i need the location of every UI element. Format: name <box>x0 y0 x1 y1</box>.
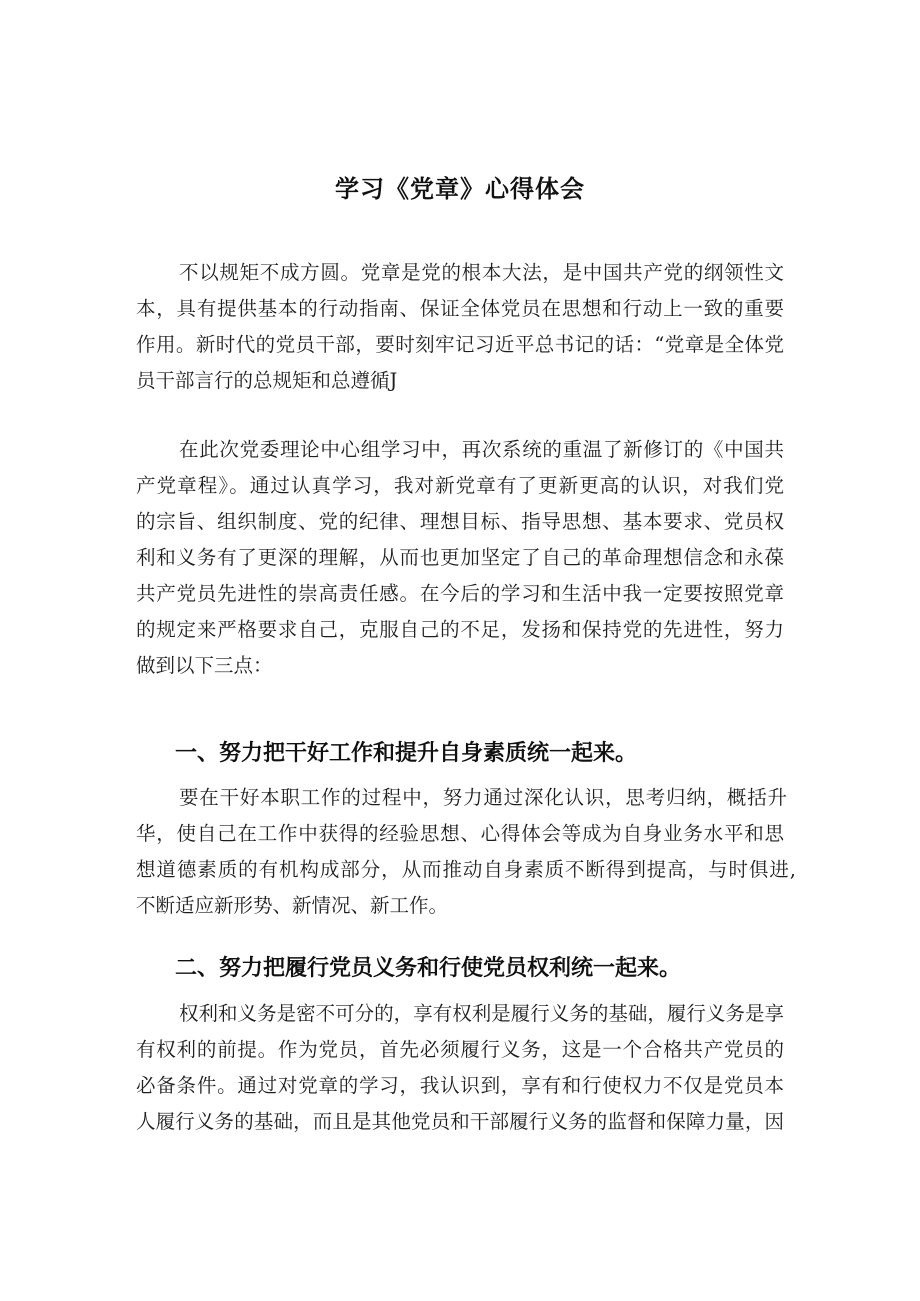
paragraph-section-2 <box>136 996 784 1140</box>
text-line: 有权利的前提。作为党员，首先必须履行义务，这是一个合格共产党员的 <box>136 1038 784 1061</box>
section-heading-2: 二、努力把履行党员义务和行使党员权利统一起来。 <box>175 956 682 981</box>
text-line: 本，具有提供基本的行动指南、保证全体党员在思想和行动上一致的重要 <box>136 297 784 320</box>
paragraph-section-1 <box>136 780 796 924</box>
text-line: 不以规矩不成方圆。党章是党的根本大法，是中国共产党的纲领性文 <box>179 261 784 284</box>
text-line: 做到以下三点： <box>136 654 273 677</box>
text-line: 的宗旨、组织制度、党的纪律、理想目标、指导思想、基本要求、党员权 <box>136 510 784 533</box>
text-line: 华，使自己在工作中获得的经验思想、心得体会等成为自身业务水平和思 <box>136 822 784 845</box>
text-line: 共产党员先进性的崇高责任感。在今后的学习和生活中我一定要按照党章 <box>136 582 784 605</box>
text-line: 员干部言行的总规矩和总遵循J <box>136 369 398 392</box>
text-line: 利和义务有了更深的理解，从而也更加坚定了自己的革命理想信念和永葆 <box>136 546 784 569</box>
text-line: 产党章程》。通过认真学习，我对新党章有了更新更高的认识，对我们党 <box>136 474 784 497</box>
text-line: 想道德素质的有机构成部分，从而推动自身素质不断得到提高，与时俱进, <box>136 858 796 881</box>
section-heading-1: 一、努力把干好工作和提升自身素质统一起来。 <box>175 741 638 766</box>
paragraph-intro <box>136 255 784 399</box>
text-line: 作用。新时代的党员干部，要时刻牢记习近平总书记的话：“党章是全体党 <box>136 333 784 356</box>
document-title: 学习《党章》心得体会 <box>335 175 585 203</box>
text-line: 人履行义务的基础，而且是其他党员和干部履行义务的监督和保障力量，因 <box>136 1110 784 1133</box>
text-line: 要在干好本职工作的过程中，努力通过深化认识，思考归纳，概括升 <box>179 786 787 809</box>
paragraph-study <box>136 432 784 684</box>
text-line: 必备条件。通过对党章的学习，我认识到，享有和行使权力不仅是党员本 <box>136 1074 784 1097</box>
text-line: 不断适应新形势、新情况、新工作。 <box>136 894 449 917</box>
text-line: 在此次党委理论中心组学习中，再次系统的重温了新修订的《中国共 <box>179 438 784 461</box>
text-line: 权利和义务是密不可分的，享有权利是履行义务的基础，履行义务是享 <box>179 1002 784 1025</box>
text-line: 的规定来严格要求自己，克服自己的不足，发扬和保持党的先进性，努力 <box>136 618 784 641</box>
